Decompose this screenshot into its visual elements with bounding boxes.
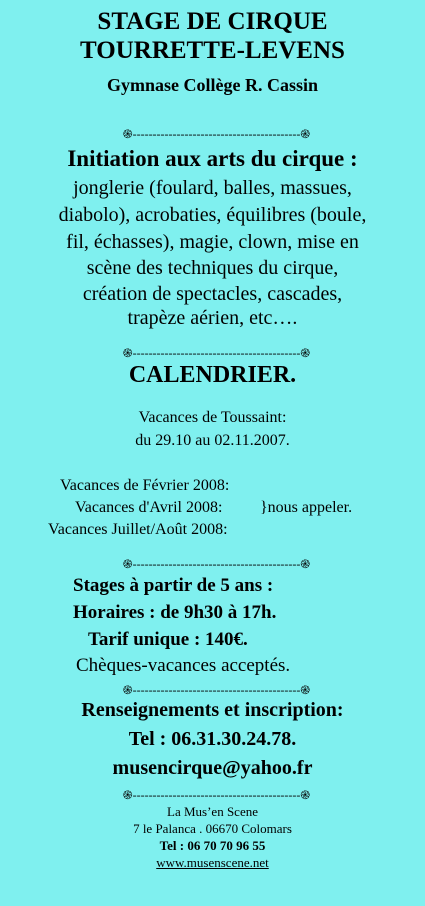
initiation-line: création de spectacles, cascades,	[82, 283, 343, 305]
separator: ֍------------------------------------------֎	[122, 557, 311, 571]
title-line-1: STAGE DE CIRQUE	[97, 8, 328, 35]
ornament-icon: ֎	[300, 127, 311, 141]
initiation-heading: Initiation aux arts du cirque :	[67, 146, 358, 171]
separator: ֍------------------------------------------֎	[122, 788, 311, 802]
initiation-line: scène des techniques du cirque,	[86, 257, 339, 279]
avril-note: }nous appeler.	[260, 499, 353, 516]
toussaint-dates: du 29.10 au 02.11.2007.	[135, 432, 290, 449]
initiation-line: diabolo), acrobaties, équilibres (boule,	[58, 204, 367, 226]
ornament-icon: ֍	[122, 557, 133, 571]
initiation-line: trapèze aérien, etc….	[127, 307, 298, 329]
separator: ֍------------------------------------------֎	[122, 127, 311, 141]
initiation-line: fil, échasses), magie, clown, mise en	[66, 231, 359, 253]
ornament-icon: ֍	[122, 683, 133, 697]
juillet-line: Vacances Juillet/Août 2008:	[48, 521, 228, 538]
venue: Gymnase Collège R. Cassin	[107, 75, 318, 95]
ornament-icon: ֎	[300, 346, 311, 360]
stages-age: Stages à partir de 5 ans :	[73, 575, 274, 596]
avril-line: Vacances d'Avril 2008:	[75, 499, 223, 516]
footer-address: 7 le Palanca . 06670 Colomars	[133, 821, 292, 836]
calendar-heading: CALENDRIER.	[128, 362, 297, 388]
ornament-icon: ֎	[300, 557, 311, 571]
contact-heading: Renseignements et inscription:	[81, 699, 344, 721]
contact-tel: Tel : 06.31.30.24.78.	[128, 728, 297, 750]
footer-website[interactable]: www.musenscene.net	[156, 855, 269, 870]
ornament-icon: ֍	[122, 788, 133, 802]
fevrier-line: Vacances de Février 2008:	[60, 477, 230, 494]
ornament-icon: ֍	[122, 346, 133, 360]
ornament-icon: ֎	[300, 683, 311, 697]
ornament-icon: ֍	[122, 127, 133, 141]
separator: ֍------------------------------------------֎	[122, 346, 311, 360]
stages-cheques: Chèques-vacances acceptés.	[76, 655, 291, 676]
toussaint-label: Vacances de Toussaint:	[138, 409, 287, 426]
footer-tel: Tel : 06 70 70 96 55	[159, 838, 266, 853]
stages-hours: Horaires : de 9h30 à 17h.	[73, 602, 277, 623]
initiation-line: jonglerie (foulard, balles, massues,	[73, 177, 352, 199]
contact-email[interactable]: musencirque@yahoo.fr	[112, 757, 313, 779]
separator: ֍------------------------------------------֎	[122, 683, 311, 697]
title-line-2: TOURRETTE-LEVENS	[80, 37, 345, 64]
footer-org: La Mus’en Scene	[167, 804, 258, 819]
ornament-icon: ֎	[300, 788, 311, 802]
stages-price: Tarif unique : 140€.	[88, 629, 248, 650]
